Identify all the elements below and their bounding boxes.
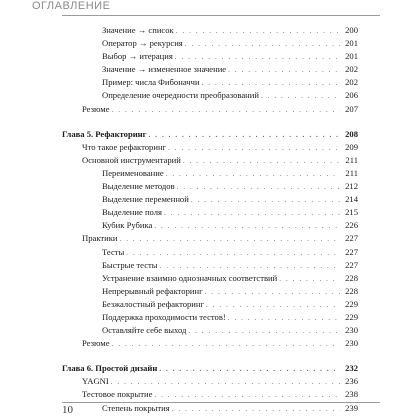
section-gap	[62, 116, 358, 128]
toc-entry-title: Выделение поля	[102, 207, 162, 218]
toc-entry	[62, 337, 358, 350]
toc-entry-title: Тесты	[102, 246, 125, 257]
toc-entry-page: 226	[345, 220, 358, 231]
toc-entry	[62, 298, 358, 311]
toc-entry-title: Быстрые тесты	[102, 259, 158, 270]
toc-entry	[62, 37, 358, 50]
toc-entry-title: Устранение взаимно однозначных соответствий	[102, 272, 278, 283]
footer-rule	[62, 402, 380, 403]
toc-entry-title: Непрерывный рефакторинг	[102, 285, 203, 296]
toc-entry	[62, 89, 358, 102]
toc-entry-title: Глава 6. Простой дизайн	[62, 363, 158, 374]
dot-leader	[177, 181, 340, 194]
toc-chapter-entry	[62, 362, 358, 375]
toc-entry-page: 227	[345, 233, 358, 244]
dot-leader	[159, 363, 340, 376]
toc-entry	[62, 388, 358, 401]
toc-entry-title: Основной инструментарий	[82, 154, 181, 165]
toc-entry	[62, 154, 358, 167]
toc-entry	[62, 285, 358, 298]
toc-entry-title: Переименование	[102, 167, 164, 178]
toc-entry-title: Оставляйте себе выход	[102, 325, 187, 336]
toc-entry-page: 212	[345, 181, 358, 192]
toc-entry-page: 229	[345, 311, 358, 322]
toc-entry	[62, 272, 358, 285]
header-rule	[62, 15, 380, 16]
toc-entry	[62, 50, 358, 63]
dot-leader	[154, 220, 340, 233]
toc-entry-title: Значение → список	[102, 25, 174, 35]
toc-entry-title: Резюме	[82, 338, 110, 349]
dot-leader	[164, 207, 340, 220]
toc-entry-title: Кубик Рубика	[102, 220, 153, 231]
toc-entry-page: 202	[345, 64, 358, 75]
toc-entry-page: 211	[345, 154, 358, 165]
dot-leader	[183, 155, 340, 168]
toc-entry-page: 200	[345, 25, 358, 35]
dot-leader	[166, 168, 340, 181]
dot-leader	[168, 142, 340, 155]
toc-entry	[62, 63, 358, 76]
toc-entry-page: 201	[345, 51, 358, 62]
toc-entry-title: Поддержка проходимости тестов!	[102, 311, 226, 322]
toc-entry-page: 230	[345, 338, 358, 349]
dot-leader	[154, 389, 340, 402]
dot-leader	[205, 286, 340, 299]
dot-leader	[188, 325, 340, 338]
toc-entry-title: Определение очередности преобразований	[102, 90, 259, 101]
toc-entry-page: 236	[345, 376, 358, 387]
toc-entry-title: Выбор → итерация	[102, 51, 173, 62]
toc-entry-title: Оператор → рекурсия	[102, 38, 183, 49]
toc-entry-title: Глава 5. Рефакторинг	[62, 128, 147, 139]
toc-entry	[62, 402, 358, 415]
toc-entry-title: Выделение методов	[102, 181, 175, 192]
toc-entry-page: 206	[345, 90, 358, 101]
toc-entry	[62, 324, 358, 337]
toc-entry	[62, 219, 358, 232]
toc-entry-page: 202	[345, 77, 358, 88]
toc-entry-title: Практики	[82, 233, 118, 244]
dot-leader	[228, 312, 340, 325]
toc-entry	[62, 103, 358, 116]
toc-entry-page: 239	[345, 402, 358, 413]
toc-entry-page: 214	[345, 194, 358, 205]
toc-entry-page: 201	[345, 38, 358, 49]
toc-entry-title: YAGNI	[82, 376, 109, 387]
toc-entry-title: Резюме	[82, 103, 110, 114]
section-gap	[62, 350, 358, 362]
toc-entry-title: Безжалостный рефакторинг	[102, 298, 205, 309]
dot-leader	[176, 25, 340, 38]
toc-entry-page: 208	[345, 128, 358, 139]
toc-entry-page: 230	[345, 325, 358, 336]
toc-entry	[62, 141, 358, 154]
toc-entry-title: Значение → измененное значение	[102, 64, 227, 75]
toc-chapter-entry	[62, 128, 358, 141]
dot-leader	[228, 64, 340, 77]
toc-entry-page: 227	[345, 246, 358, 257]
toc-entry	[62, 246, 358, 259]
toc-entry-page: 228	[345, 285, 358, 296]
dot-leader	[279, 273, 340, 286]
toc-entry	[62, 259, 358, 272]
toc-entry-title: Выделение переменной	[102, 194, 189, 205]
dot-leader	[191, 194, 340, 207]
dot-leader	[261, 90, 340, 103]
dot-leader	[206, 299, 340, 312]
toc-entry-page: 227	[345, 259, 358, 270]
toc-entry	[62, 232, 358, 245]
toc-entry-page: 232	[345, 363, 358, 374]
toc-entry-page: 209	[345, 141, 358, 152]
toc-entry	[62, 167, 358, 180]
toc-entry-page: 229	[345, 298, 358, 309]
toc-entry	[62, 180, 358, 193]
toc-entry-title: Пример: числа Фибоначчи	[102, 77, 200, 88]
page-number: 10	[62, 404, 73, 416]
dot-leader	[120, 233, 340, 246]
toc-entry-page: 207	[345, 103, 358, 114]
toc-entry-page: 215	[345, 207, 358, 218]
dot-leader	[112, 104, 340, 117]
toc-entry-page: 228	[345, 272, 358, 283]
toc-entry-title: Тестовое покрытие	[82, 389, 153, 400]
dot-leader	[185, 38, 340, 51]
dot-leader	[126, 247, 340, 260]
toc-entry	[62, 311, 358, 324]
toc-entry	[62, 375, 358, 388]
dot-leader	[112, 338, 340, 351]
dot-leader	[149, 129, 340, 142]
toc-entry-page: 211	[345, 167, 358, 178]
toc-entry	[62, 193, 358, 206]
toc-entry-title: Что такое рефакторинг	[82, 141, 167, 152]
toc-entry-title: Степень покрытия	[102, 402, 170, 413]
running-head: ОГЛАВЛЕНИЕ	[32, 0, 111, 12]
toc-entry	[62, 206, 358, 219]
toc-entry	[62, 76, 358, 89]
dot-leader	[172, 403, 340, 416]
table-of-contents	[62, 24, 358, 415]
toc-entry-page: 238	[345, 389, 358, 400]
toc-entry	[62, 24, 358, 37]
